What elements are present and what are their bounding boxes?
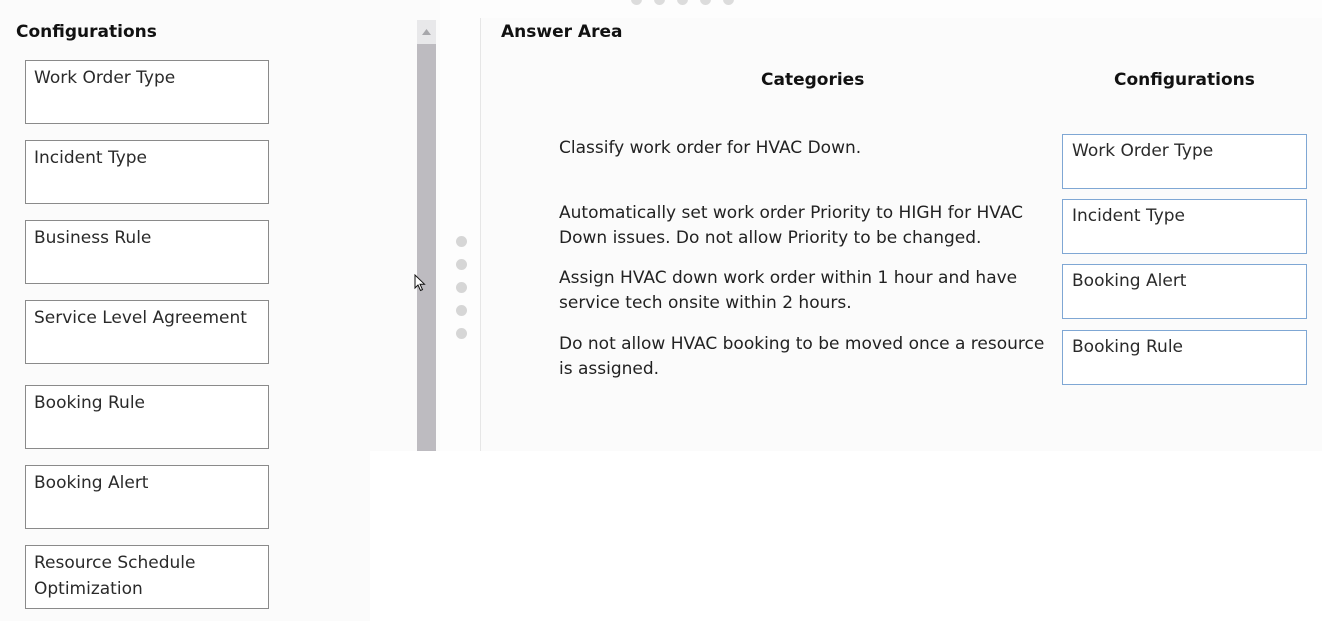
- category-text: Do not allow HVAC booking to be moved once a resource is assigned.: [559, 334, 1045, 379]
- answer-slot-1[interactable]: Work Order Type: [1062, 134, 1307, 189]
- config-item-work-order-type[interactable]: Work Order Type: [25, 60, 269, 124]
- config-item-service-level-agreement[interactable]: Service Level Agreement: [25, 300, 269, 364]
- config-item-business-rule[interactable]: Business Rule: [25, 220, 269, 284]
- empty-area: [370, 451, 1322, 621]
- config-item-booking-rule[interactable]: Booking Rule: [25, 385, 269, 449]
- answer-slot-4[interactable]: Booking Rule: [1062, 330, 1307, 385]
- category-text: Automatically set work order Priority to HIGH for HVAC Down issues. Do not allow Priority to be changed.: [559, 203, 1024, 248]
- mouse-pointer-icon: [414, 274, 426, 296]
- config-item-booking-alert[interactable]: Booking Alert: [25, 465, 269, 529]
- category-text: Assign HVAC down work order within 1 hour and have service tech onsite within 2 hours.: [559, 268, 1018, 313]
- category-text: Classify work order for HVAC Down.: [559, 138, 862, 158]
- config-item-incident-type[interactable]: Incident Type: [25, 140, 269, 204]
- chevron-up-icon: [422, 29, 431, 35]
- configurations-header: Configurations: [1114, 70, 1255, 90]
- scroll-up-button[interactable]: [417, 20, 436, 44]
- configurations-title: Configurations: [16, 22, 157, 42]
- splitter-drag-handle-icon[interactable]: [456, 236, 467, 351]
- answer-area-title: Answer Area: [501, 22, 623, 42]
- scrollbar[interactable]: [417, 20, 436, 451]
- answer-slot-3[interactable]: Booking Alert: [1062, 264, 1307, 319]
- top-drag-handle-icon[interactable]: [631, 0, 734, 5]
- answer-slot-2[interactable]: Incident Type: [1062, 199, 1307, 254]
- config-item-resource-schedule-optimization[interactable]: Resource Schedule Optimization: [25, 545, 269, 609]
- categories-header: Categories: [761, 70, 865, 90]
